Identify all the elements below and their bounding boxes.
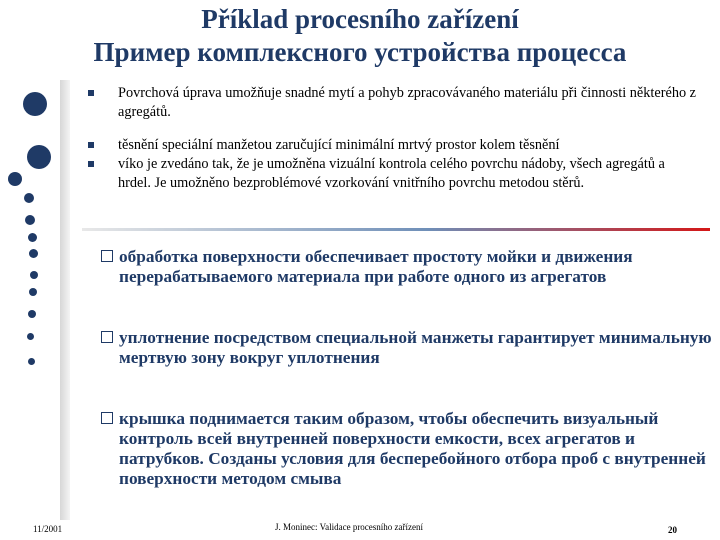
russian-list-item	[100, 247, 715, 287]
russian-item-text: обработка поверхности обеспечивает простоту мойки и движения перерабатываемого материала при работе одного из агрегатов	[119, 247, 633, 286]
czech-list-item	[88, 136, 698, 155]
square-bullet-icon	[88, 142, 94, 148]
checkbox-bullet-icon	[101, 250, 113, 262]
footer-author: J. Moninec: Validace procesního zařízení	[275, 522, 424, 532]
dot-icon	[23, 92, 47, 116]
dot-icon	[8, 172, 22, 186]
dot-icon	[27, 333, 34, 340]
czech-item-text: víko je zvedáno tak, že je umožněna vizuální kontrola celého povrchu nádoby, všech agregátů a hrdel. Je umožněno bezproblémové vzorkování vnitřního povrchu metodou stěrů.	[118, 156, 665, 191]
footer-date: 11/2001	[33, 524, 63, 534]
dot-icon	[28, 358, 35, 365]
czech-bullet-list	[88, 84, 698, 193]
dot-icon	[28, 310, 36, 318]
page-title-czech: Příklad procesního zařízení	[201, 4, 519, 34]
dot-icon	[30, 271, 38, 279]
dot-icon	[24, 193, 34, 203]
dot-icon	[27, 145, 51, 169]
dot-icon	[28, 233, 37, 242]
square-bullet-icon	[88, 90, 94, 96]
dot-icon	[29, 288, 37, 296]
dot-icon	[25, 215, 35, 225]
page-number: 20	[668, 525, 677, 535]
czech-list-item	[88, 84, 698, 122]
czech-list-item	[88, 155, 698, 193]
russian-item-text: крышка поднимается таким образом, чтобы обеспечить визуальный контроль всей внутренней поверхности емкости, всех агрегатов и патрубков. Созданы условия для бесперебойного отбора проб с внутренней поверхности методом смыва	[119, 409, 706, 488]
russian-item-text: уплотнение посредством специальной манжеты гарантирует минимальную мертвую зону вокруг уплотнения	[119, 328, 712, 367]
czech-item-text: Povrchová úprava umožňuje snadné mytí a pohyb zpracovávaného materiálu při činnosti některého z agregátů.	[118, 85, 697, 120]
russian-list-item	[100, 409, 715, 489]
russian-list-item	[100, 328, 715, 368]
dot-icon	[29, 249, 38, 258]
checkbox-bullet-icon	[101, 331, 113, 343]
section-divider	[82, 228, 710, 231]
checkbox-bullet-icon	[101, 412, 113, 424]
page-title-russian: Пример комплексного устройства процесса	[93, 37, 627, 67]
czech-item-text: těsnění speciální manžetou zaručující minimální mrtvý prostor kolem těsnění	[118, 137, 560, 153]
sidebar-gradient-bar	[60, 80, 70, 520]
square-bullet-icon	[88, 161, 94, 167]
